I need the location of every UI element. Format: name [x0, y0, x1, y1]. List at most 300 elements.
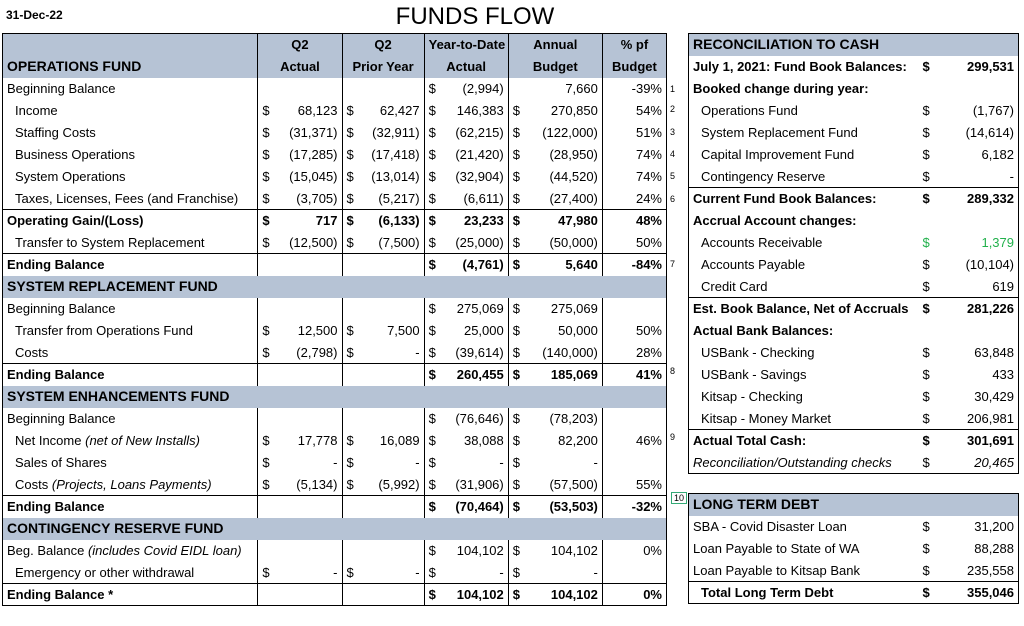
- table-row: [3, 188, 667, 210]
- recon-amount: 20,465: [974, 454, 1015, 470]
- note-10: 10: [671, 492, 687, 504]
- recon-amount: -: [1009, 168, 1015, 184]
- amount: (7,500): [378, 234, 420, 250]
- pct-budget-cell: 54%: [602, 100, 666, 122]
- dollar-sign: $: [428, 125, 436, 140]
- row-label: [3, 584, 258, 606]
- row-label-text: Income: [15, 103, 58, 118]
- note-8: 8: [670, 366, 676, 376]
- amount: 47,980: [558, 213, 598, 229]
- recon-row: [689, 100, 1019, 122]
- ytd-actual-cell: [424, 562, 508, 584]
- annual-budget-cell: [508, 166, 602, 188]
- table-row: [3, 430, 667, 452]
- recon-label: Actual Bank Balances:: [693, 323, 834, 338]
- row-label-text: Sales of Shares: [15, 455, 107, 470]
- pct-budget-cell: 74%: [602, 144, 666, 166]
- dollar-sign: $: [346, 169, 354, 184]
- dollar-sign: [919, 78, 945, 100]
- amount: (31,371): [289, 125, 338, 140]
- amount: (57,500): [549, 476, 598, 492]
- debt-row: [689, 582, 1019, 604]
- q2-actual-cell: [258, 144, 342, 166]
- amount: (70,464): [455, 499, 504, 515]
- q2-actual-cell: [258, 188, 342, 210]
- recon-amount: (14,614): [965, 125, 1015, 140]
- recon-amount: 206,981: [967, 410, 1015, 426]
- recon-row: [689, 276, 1019, 298]
- pct-budget-cell: 55%: [602, 474, 666, 496]
- dollar-sign: $: [262, 234, 270, 250]
- dollar-sign: $: [922, 59, 930, 74]
- row-label: [3, 166, 258, 188]
- dollar-sign: $: [512, 499, 520, 515]
- recon-label: Accrual Account changes:: [693, 213, 857, 228]
- row-label-text: Beg. Balance: [7, 543, 85, 558]
- annual-budget-cell: [508, 562, 602, 584]
- table-row: [3, 408, 667, 430]
- row-label: [3, 342, 258, 364]
- ytd-actual-cell: [424, 584, 508, 606]
- row-label-note: (includes Covid EIDL loan): [87, 543, 242, 558]
- debt-row: [689, 560, 1019, 582]
- dollar-sign: $: [512, 234, 520, 250]
- recon-row: [689, 342, 1019, 364]
- table-row: [3, 100, 667, 122]
- q2-prior-cell: [342, 144, 424, 166]
- q2-actual-cell: [258, 408, 342, 430]
- dollar-sign: $: [346, 234, 354, 250]
- amount: 275,069: [550, 301, 598, 316]
- recon-amount: 1,379: [981, 235, 1015, 250]
- q2-prior-cell: [342, 342, 424, 364]
- dollar-sign: $: [512, 169, 520, 184]
- ytd-actual-cell: [424, 298, 508, 320]
- q2-prior-cell: [342, 188, 424, 210]
- pct-budget-cell: -32%: [602, 496, 666, 518]
- pct-budget-cell: 74%: [602, 166, 666, 188]
- q2-prior-cell: [342, 320, 424, 342]
- amount: (6,611): [463, 190, 504, 206]
- q2-prior-cell: [342, 540, 424, 562]
- q2-prior-cell: [342, 232, 424, 254]
- amount: -: [415, 344, 420, 360]
- annual-budget-cell: [508, 496, 602, 518]
- col-budget-bottom: Budget: [508, 56, 602, 78]
- amount: 270,850: [550, 103, 598, 118]
- annual-budget-cell: [508, 584, 602, 606]
- amount: 104,102: [456, 543, 504, 558]
- dollar-sign: $: [346, 103, 354, 118]
- q2-actual-cell: [258, 122, 342, 144]
- row-label: [3, 210, 258, 232]
- amount: (44,520): [549, 169, 598, 184]
- amount: -: [415, 564, 420, 580]
- recon-label: Contingency Reserve: [701, 168, 826, 184]
- row-label-text: Emergency or other withdrawal: [15, 564, 195, 580]
- amount: 146,383: [456, 103, 504, 118]
- header-row-1: [3, 34, 667, 56]
- col-ytd-top: Year-to-Date: [424, 34, 508, 56]
- q2-actual-cell: [258, 78, 342, 100]
- q2-actual-cell: [258, 342, 342, 364]
- dollar-sign: $: [428, 344, 436, 360]
- amount: (122,000): [542, 125, 598, 140]
- dollar-sign: $: [262, 476, 270, 492]
- row-label: [3, 254, 258, 276]
- dollar-sign: $: [428, 543, 436, 558]
- recon-label: Accounts Payable: [701, 257, 806, 272]
- dollar-sign: $: [512, 587, 520, 602]
- section-title: SYSTEM REPLACEMENT FUND: [3, 276, 667, 298]
- ytd-actual-cell: [424, 254, 508, 276]
- q2-prior-cell: [342, 562, 424, 584]
- col-pct-top: % pf: [602, 34, 666, 56]
- pct-budget-cell: 0%: [602, 584, 666, 606]
- recon-amount: 301,691: [945, 430, 1019, 452]
- amount: (5,217): [378, 190, 420, 206]
- dollar-sign: $: [346, 213, 354, 229]
- amount: -: [499, 564, 504, 580]
- ytd-actual-cell: [424, 320, 508, 342]
- dollar-sign: $: [922, 235, 930, 250]
- row-label: [3, 188, 258, 210]
- annual-budget-cell: [508, 210, 602, 232]
- amount: (78,203): [549, 411, 598, 426]
- q2-actual-cell: [258, 320, 342, 342]
- row-label: [3, 122, 258, 144]
- dollar-sign: $: [428, 81, 436, 96]
- table-row: [3, 342, 667, 364]
- dollar-sign: $: [428, 367, 436, 383]
- note-1: 1: [670, 84, 676, 94]
- q2-prior-cell: [342, 430, 424, 452]
- recon-amount: 6,182: [981, 147, 1015, 162]
- dollar-sign: $: [346, 455, 354, 470]
- section-title: CONTINGENCY RESERVE FUND: [3, 518, 667, 540]
- row-label: [3, 144, 258, 166]
- dollar-sign: $: [512, 301, 520, 316]
- dollar-sign: $: [428, 147, 436, 162]
- dollar-sign: $: [346, 564, 354, 580]
- amount: 185,069: [550, 367, 598, 383]
- recon-label: Booked change during year:: [693, 81, 869, 96]
- pct-budget-cell: 46%: [602, 430, 666, 452]
- dollar-sign: $: [428, 323, 436, 338]
- amount: (21,420): [455, 147, 504, 162]
- table-row: [3, 474, 667, 496]
- pct-budget-cell: [602, 408, 666, 430]
- dollar-sign: $: [428, 190, 436, 206]
- amount: (28,950): [549, 147, 598, 162]
- ytd-actual-cell: [424, 474, 508, 496]
- ytd-actual-cell: [424, 540, 508, 562]
- q2-prior-cell: [342, 210, 424, 232]
- amount: 104,102: [456, 587, 504, 602]
- amount: 68,123: [297, 103, 338, 118]
- amount: 12,500: [297, 323, 338, 338]
- q2-prior-cell: [342, 452, 424, 474]
- amount: -: [499, 455, 504, 470]
- table-row: [3, 232, 667, 254]
- row-label-text: Business Operations: [15, 147, 135, 162]
- amount: 717: [315, 213, 338, 229]
- recon-label: System Replacement Fund: [701, 125, 858, 140]
- row-label-text: Net Income: [15, 433, 82, 448]
- dollar-sign: $: [922, 410, 930, 426]
- dollar-sign: $: [346, 476, 354, 492]
- recon-row: [689, 56, 1019, 78]
- recon-label: USBank - Checking: [701, 345, 815, 360]
- recon-title: RECONCILIATION TO CASH: [689, 34, 1019, 56]
- dollar-sign: $: [428, 587, 436, 602]
- dollar-sign: [919, 210, 945, 232]
- recon-amount: 433: [992, 367, 1015, 382]
- amount: 275,069: [456, 301, 504, 316]
- annual-budget-cell: [508, 254, 602, 276]
- row-label-text: System Operations: [15, 169, 126, 184]
- funds-flow-table: [2, 33, 667, 606]
- amount: -: [593, 564, 598, 580]
- row-label-text: Ending Balance *: [7, 587, 114, 602]
- ytd-actual-cell: [424, 496, 508, 518]
- row-label: [3, 364, 258, 386]
- pct-budget-cell: 48%: [602, 210, 666, 232]
- amount: (13,014): [371, 169, 420, 184]
- row-label: [3, 232, 258, 254]
- recon-label: USBank - Savings: [701, 367, 807, 382]
- q2-actual-cell: [258, 364, 342, 386]
- dollar-sign: $: [512, 125, 520, 140]
- amount: 62,427: [379, 103, 420, 118]
- dollar-sign: $: [512, 257, 520, 273]
- long-term-debt-table: [688, 493, 1019, 604]
- dollar-sign: $: [919, 582, 945, 604]
- q2-actual-cell: [258, 100, 342, 122]
- table-row: [3, 254, 667, 276]
- amount: 16,089: [379, 433, 420, 448]
- recon-amount: 281,226: [945, 298, 1019, 320]
- note-5: 5: [670, 171, 676, 181]
- ytd-actual-cell: [424, 122, 508, 144]
- dollar-sign: $: [262, 323, 270, 338]
- recon-row: [689, 364, 1019, 386]
- annual-budget-cell: [508, 364, 602, 386]
- amount: (5,992): [378, 476, 420, 492]
- col-q2-bottom: Actual: [258, 56, 342, 78]
- amount: (53,503): [549, 499, 598, 515]
- annual-budget-cell: [508, 452, 602, 474]
- dollar-sign: $: [512, 455, 520, 470]
- ytd-actual-cell: [424, 210, 508, 232]
- debt-label: Loan Payable to Kitsap Bank: [693, 562, 860, 578]
- dollar-sign: $: [922, 278, 930, 294]
- recon-row: [689, 386, 1019, 408]
- row-label-note: (Projects, Loans Payments): [51, 476, 212, 492]
- q2-actual-cell: [258, 166, 342, 188]
- row-label-text: Beginning Balance: [7, 81, 116, 96]
- q2-actual-cell: [258, 232, 342, 254]
- ytd-actual-cell: [424, 166, 508, 188]
- table-row: [3, 210, 667, 232]
- dollar-sign: $: [512, 411, 520, 426]
- dollar-sign: $: [922, 103, 930, 118]
- debt-amount: 235,558: [967, 562, 1014, 578]
- dollar-sign: $: [922, 257, 930, 272]
- dollar-sign: $: [262, 455, 270, 470]
- amount: 104,102: [550, 587, 598, 602]
- q2-actual-cell: [258, 254, 342, 276]
- q2-actual-cell: [258, 474, 342, 496]
- amount: (17,418): [371, 147, 420, 162]
- amount: -: [333, 564, 338, 580]
- row-label-text: Transfer to System Replacement: [15, 234, 205, 250]
- ytd-actual-cell: [424, 364, 508, 386]
- row-label-text: Costs: [15, 476, 49, 492]
- row-label-text: Beginning Balance: [7, 301, 116, 316]
- dollar-sign: $: [512, 476, 520, 492]
- dollar-sign: $: [512, 543, 520, 558]
- q2-actual-cell: [258, 452, 342, 474]
- dollar-sign: $: [922, 345, 930, 360]
- annual-budget-cell: [508, 144, 602, 166]
- debt-row: [689, 516, 1019, 538]
- debt-amount: 31,200: [974, 519, 1014, 534]
- col-pct-bottom: Budget: [602, 56, 666, 78]
- ytd-actual-cell: [424, 232, 508, 254]
- row-label: [3, 408, 258, 430]
- amount: (25,000): [455, 234, 504, 250]
- dollar-sign: $: [346, 323, 354, 338]
- pct-budget-cell: -84%: [602, 254, 666, 276]
- row-label: [3, 474, 258, 496]
- recon-row: [689, 232, 1019, 254]
- amount: (3,705): [296, 190, 338, 206]
- row-label-text: Transfer from Operations Fund: [15, 323, 193, 338]
- section-header: [3, 386, 667, 408]
- dollar-sign: $: [346, 433, 354, 448]
- dollar-sign: $: [428, 301, 436, 316]
- note-3: 3: [670, 127, 676, 137]
- q2-actual-cell: [258, 540, 342, 562]
- dollar-sign: $: [262, 344, 270, 360]
- pct-budget-cell: 0%: [602, 540, 666, 562]
- amount: (31,906): [455, 476, 504, 492]
- recon-label: Kitsap - Money Market: [701, 410, 832, 426]
- table-row: [3, 452, 667, 474]
- dollar-sign: $: [262, 103, 270, 118]
- row-label-text: Ending Balance: [7, 257, 105, 273]
- annual-budget-cell: [508, 408, 602, 430]
- table-row: [3, 78, 667, 100]
- table-row: [3, 540, 667, 562]
- recon-label: Credit Card: [701, 278, 768, 294]
- dollar-sign: $: [346, 344, 354, 360]
- recon-row: [689, 320, 1019, 342]
- dollar-sign: $: [428, 103, 436, 118]
- pct-budget-cell: [602, 452, 666, 474]
- q2-prior-cell: [342, 584, 424, 606]
- dollar-sign: $: [428, 234, 436, 250]
- note-6: 6: [670, 194, 676, 204]
- debt-title: LONG TERM DEBT: [689, 494, 1019, 516]
- annual-budget-cell: [508, 78, 602, 100]
- recon-amount: 619: [992, 278, 1015, 294]
- dollar-sign: $: [512, 103, 520, 118]
- amount: -: [593, 455, 598, 470]
- annual-budget-cell: [508, 540, 602, 562]
- amount: (27,400): [549, 190, 598, 206]
- row-label-text: Ending Balance: [7, 499, 105, 515]
- dollar-sign: $: [262, 213, 270, 229]
- recon-header: [689, 34, 1019, 56]
- dollar-sign: $: [428, 564, 436, 580]
- amount: 38,088: [463, 433, 504, 448]
- debt-row: [689, 538, 1019, 560]
- pct-budget-cell: 28%: [602, 342, 666, 364]
- row-label: [3, 298, 258, 320]
- row-label: [3, 430, 258, 452]
- table-row: [3, 496, 667, 518]
- row-label: [3, 562, 258, 584]
- recon-row: [689, 298, 1019, 320]
- q2-prior-cell: [342, 122, 424, 144]
- dollar-sign: $: [428, 169, 436, 184]
- dollar-sign: $: [262, 564, 270, 580]
- dollar-sign: $: [512, 564, 520, 580]
- dollar-sign: $: [919, 430, 945, 452]
- pct-budget-cell: 24%: [602, 188, 666, 210]
- table-row: [3, 364, 667, 386]
- amount: 7,660: [565, 81, 598, 96]
- recon-amount: 289,332: [945, 188, 1019, 210]
- recon-row: [689, 78, 1019, 100]
- recon-row: [689, 188, 1019, 210]
- col-q2-top: Q2: [258, 34, 342, 56]
- recon-label: July 1, 2021: Fund Book Balances:: [693, 59, 907, 74]
- dollar-sign: $: [512, 323, 520, 338]
- pct-budget-cell: 50%: [602, 232, 666, 254]
- dollar-sign: $: [512, 367, 520, 383]
- amount: (50,000): [549, 234, 598, 250]
- recon-row: [689, 210, 1019, 232]
- ytd-actual-cell: [424, 430, 508, 452]
- recon-amount: [945, 210, 1019, 232]
- amount: (140,000): [542, 344, 598, 360]
- section-title: OPERATIONS FUND: [3, 56, 258, 78]
- amount: (32,904): [455, 169, 504, 184]
- reconciliation-table: [688, 33, 1019, 474]
- pct-budget-cell: [602, 562, 666, 584]
- recon-label: Operations Fund: [701, 103, 798, 118]
- dollar-sign: $: [428, 257, 436, 273]
- dollar-sign: $: [512, 190, 520, 206]
- row-label-text: Beginning Balance: [7, 411, 116, 426]
- table-row: [3, 144, 667, 166]
- amount: (17,285): [289, 147, 338, 162]
- dollar-sign: $: [346, 190, 354, 206]
- recon-amount: (10,104): [965, 257, 1015, 272]
- page-title: FUNDS FLOW: [395, 3, 555, 30]
- pct-budget-cell: [602, 298, 666, 320]
- amount: (2,994): [462, 81, 504, 96]
- annual-budget-cell: [508, 188, 602, 210]
- q2-prior-cell: [342, 408, 424, 430]
- table-row: [3, 298, 667, 320]
- recon-label: Reconciliation/Outstanding checks: [693, 454, 892, 470]
- dollar-sign: $: [428, 433, 436, 448]
- amount: 5,640: [565, 257, 598, 273]
